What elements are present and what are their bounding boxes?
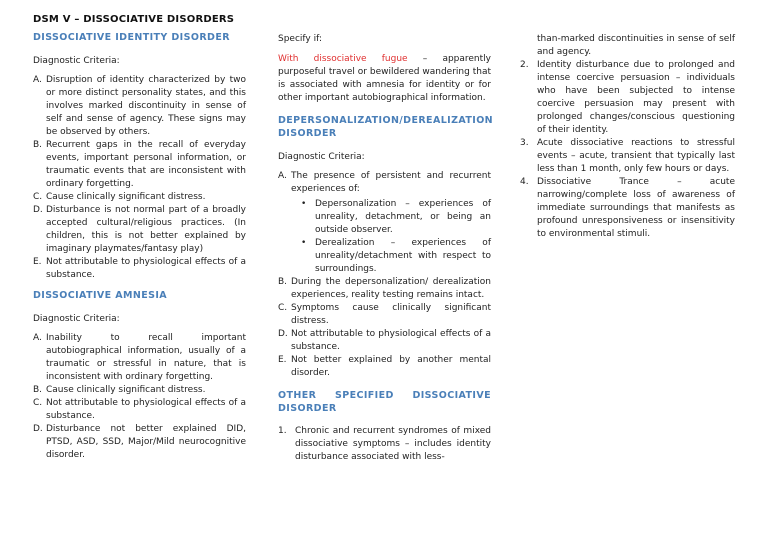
other-specified-list: [278, 425, 491, 464]
column-1: [33, 0, 246, 462]
list-item: E. Not better explained by another mental disorder.: [278, 355, 491, 378]
bullet-item: • Derealization – experiences of unreality/detachment with respect to surroundings.: [301, 238, 491, 274]
list-item: C. Symptoms cause clinically significant distress.: [278, 303, 491, 326]
page-title: DSM V – DISSOCIATIVE DISORDERS: [33, 14, 235, 25]
other-specified-list-continued: [520, 59, 735, 241]
depers-heading: DEPERSONALIZATION/DEREALIZATION DISORDER: [278, 115, 494, 139]
list-item: 4. Dissociative Trance – acute narrowing/complete loss of awareness of immediate surroundings that manifests as profound unresponsiveness or insensitivity to environmental stimuli.: [520, 177, 735, 239]
list-item: D. Disturbance not better explained DID, PTSD, ASD, SSD, Major/Mild neurocognitive disorder.: [33, 424, 246, 460]
depers-bullets: [291, 198, 491, 276]
fugue-specifier: With dissociative fugue – apparently purposeful travel or bewildered wandering that is associated with amnesia for identity or for other important autobiographical information.: [278, 54, 491, 103]
list-item: B. Recurrent gaps in the recall of everyday events, important personal information, or traumatic events that are inconsistent with ordinary forgetting.: [33, 140, 246, 189]
did-criteria-label: Diagnostic Criteria:: [33, 56, 120, 66]
list-item: A. The presence of persistent and recurrent experiences of: • Depersonalization – experiences of unreality, detachment, or being an outside observer. • Derealization – experiences of unreality/detachment with respect to surroundings.: [278, 171, 491, 274]
list-item: D. Disturbance is not normal part of a broadly accepted cultural/religious practices. (In children, this is not better explained by imaginary playmates/fantasy play): [33, 205, 246, 254]
list-item: C. Cause clinically significant distress.: [33, 192, 206, 202]
bullet-item: • Depersonalization – experiences of unreality, detachment, or being an outside observer.: [301, 199, 491, 235]
did-criteria-list: [33, 74, 246, 282]
depers-criteria-list: [278, 170, 491, 380]
amnesia-criteria-list: [33, 332, 246, 462]
list-item: B. During the depersonalization/ derealization experiences, reality testing remains intact.: [278, 277, 491, 300]
continuation-text: than-marked discontinuities in sense of self and agency.: [537, 34, 735, 57]
list-item: B. Cause clinically significant distress.: [33, 385, 206, 395]
column-3: [520, 33, 735, 241]
list-item: D. Not attributable to physiological effects of a substance.: [278, 329, 491, 352]
list-item: A. Disruption of identity characterized by two or more distinct personality states, and this involves marked discontinuity in sense of self and sense of agency. These signs may be observed by others.: [33, 75, 246, 137]
list-item: 1. Chronic and recurrent syndromes of mixed dissociative symptoms – includes identity disturbance associated with less-: [278, 426, 491, 462]
list-item: 2. Identity disturbance due to prolonged and intense coercive persuasion – individuals who have been subjected to intense coercive persuasion may present with prolonged changes/conscious questioning of their identity.: [520, 60, 735, 135]
did-heading: DISSOCIATIVE IDENTITY DISORDER: [33, 32, 230, 43]
depers-criteria-label: Diagnostic Criteria:: [278, 152, 365, 162]
list-item: C. Not attributable to physiological effects of a substance.: [33, 398, 246, 421]
column-2: [278, 33, 494, 464]
amnesia-criteria-label: Diagnostic Criteria:: [33, 314, 120, 324]
list-item: 3. Acute dissociative reactions to stressful events – acute, transient that typically last less than 1 month, only few hours or days.: [520, 138, 735, 174]
list-item: A. Inability to recall important autobiographical information, usually of a traumatic or stressful in nature, that is inconsistent with ordinary forgetting.: [33, 333, 246, 382]
specify-label: Specify if:: [278, 34, 322, 44]
list-item: E. Not attributable to physiological effects of a substance.: [33, 257, 246, 280]
amnesia-heading: DISSOCIATIVE AMNESIA: [33, 290, 168, 301]
other-specified-heading: OTHER SPECIFIED DISSOCIATIVE DISORDER: [278, 390, 491, 414]
fugue-highlight: With dissociative fugue: [278, 54, 408, 64]
